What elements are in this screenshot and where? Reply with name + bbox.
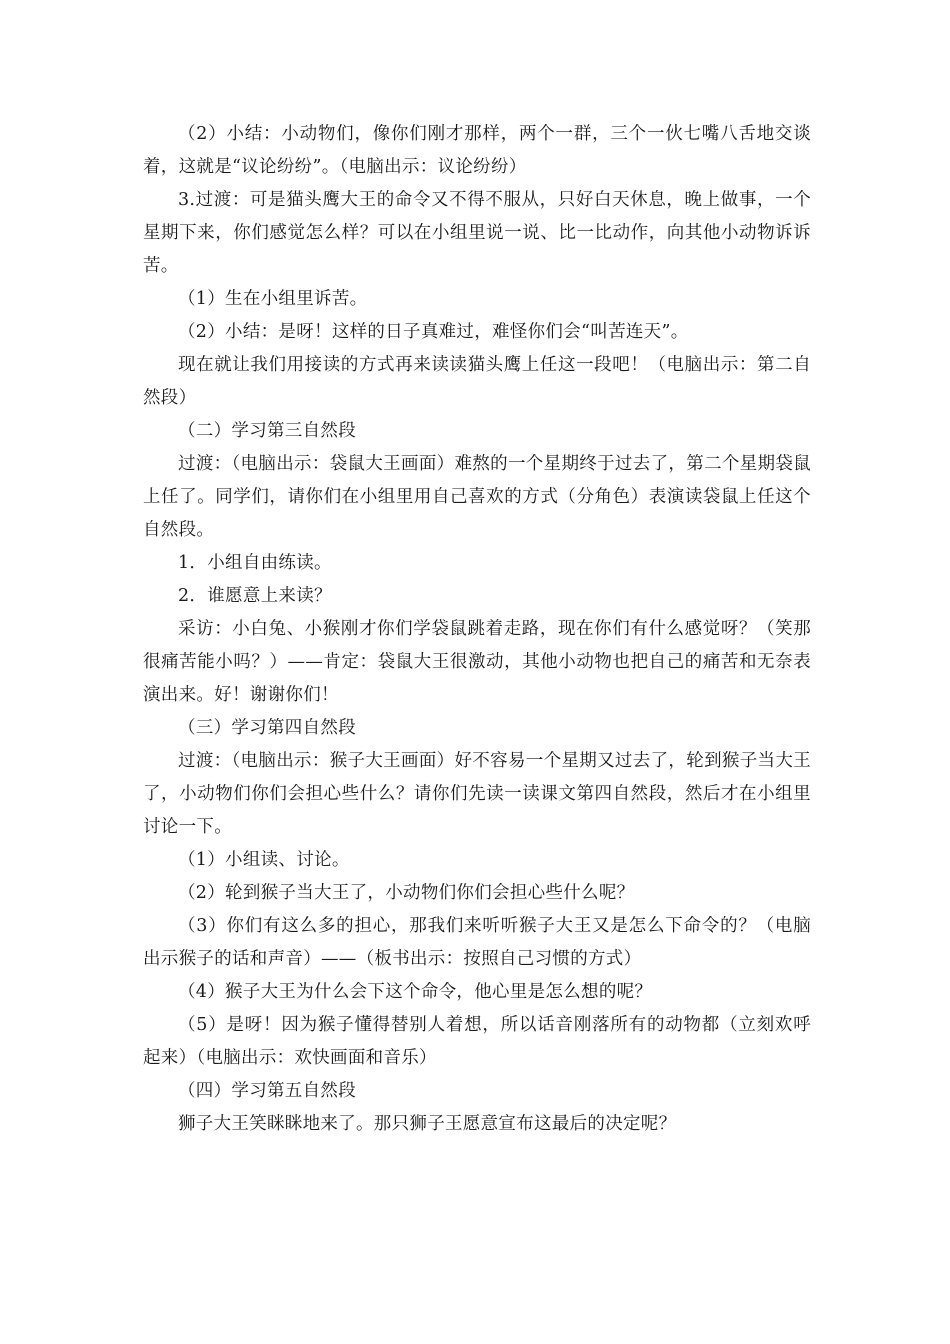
section-heading-four: （三）学习第四自然段 [178,718,356,738]
paragraph-relay-reading: 现在就让我们用接读的方式再来读读猫头鹰上任这一段吧！（电脑出示：第二自然段） [143,355,811,408]
paragraph-lion-king: 狮子大王笑眯眯地来了。那只狮子王愿意宣布这最后的决定呢？ [178,1114,677,1134]
paragraph-group-complain: （1）生在小组里诉苦。 [178,289,368,309]
list-item-volunteer: 2．谁愿意上来读？ [178,586,332,606]
paragraph-transition-owl: 3.过渡：可是猫头鹰大王的命令又不得不服从，只好白天休息，晚上做事，一个星期下来，你们感觉怎么样？可以在小组里说一说、比一比动作，向其他小动物诉诉苦。 [143,190,811,276]
list-item-practice: 1．小组自由练读。 [178,553,332,573]
list-item-cheer: （5）是呀！因为猴子懂得替别人着想，所以话音刚落所有的动物都（立刻欢呼起来）（电脑出示：欢快画面和音乐） [143,1015,811,1068]
document-page [143,118,811,1141]
paragraph-transition-kangaroo: 过渡：（电脑出示：袋鼠大王画面）难熬的一个星期终于过去了，第二个星期袋鼠上任了。同学们，请你们在小组里用自己喜欢的方式（分角色）表演读袋鼠上任这个自然段。 [143,454,811,540]
paragraph-interview: 采访：小白兔、小猴刚才你们学袋鼠跳着走路，现在你们有什么感觉呀？（笑那很痛苦能小吗？）——肯定：袋鼠大王很激动，其他小动物也把自己的痛苦和无奈表演出来。好！谢谢你们！ [143,619,811,705]
section-heading-five: （四）学习第五自然段 [178,1081,356,1101]
list-item-monkey-command: （3）你们有这么多的担心，那我们来听听猴子大王又是怎么下命令的？（电脑出示猴子的话和声音）——（板书出示：按照自己习惯的方式） [143,916,811,969]
paragraph-summary-complain: （2）小结：是呀！这样的日子真难过，难怪你们会“叫苦连天”。 [178,322,689,342]
paragraph-transition-monkey: 过渡：（电脑出示：猴子大王画面）好不容易一个星期又过去了，轮到猴子当大王了，小动物们你们会担心些什么？请你们先读一读课文第四自然段，然后才在小组里讨论一下。 [143,751,811,837]
section-heading-three: （二）学习第三自然段 [178,421,356,441]
paragraph-summary-discussion: （2）小结：小动物们，像你们刚才那样，两个一群，三个一伙七嘴八舌地交谈着，这就是“议论纷纷”。（电脑出示：议论纷纷） [143,124,811,177]
list-item-worry: （2）轮到猴子当大王了，小动物们你们会担心些什么呢？ [178,883,635,903]
list-item-group-read: （1）小组读、讨论。 [178,850,350,870]
list-item-monkey-thinking: （4）猴子大王为什么会下这个命令，他心里是怎么想的呢？ [178,982,653,1002]
